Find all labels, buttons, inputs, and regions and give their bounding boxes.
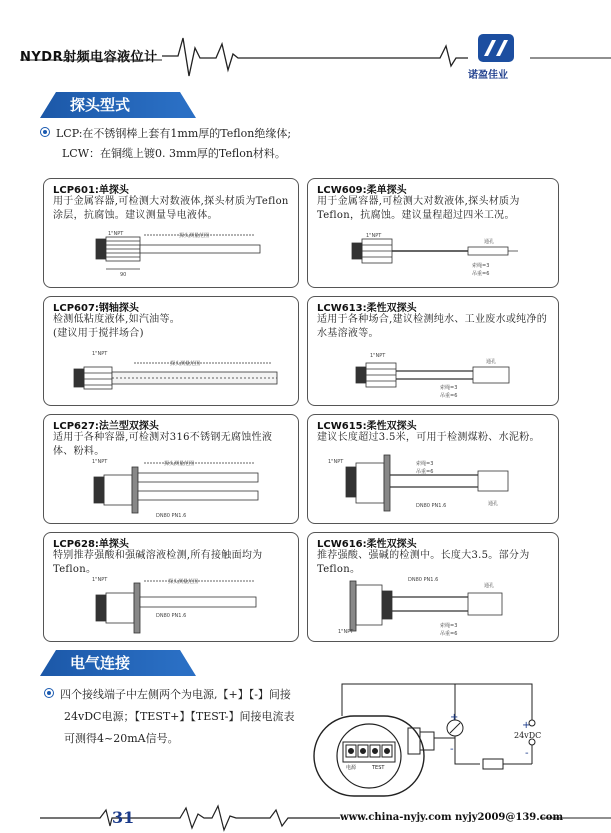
label-len1: 索绳=3 <box>472 263 490 269</box>
probe-title: LCW616:柔性双探头 <box>317 539 417 550</box>
intro-line-lcw: LCW：在铜缆上镀0. 3mm厚的Teflon材料。 <box>62 147 286 160</box>
probe-drawing-lcp628 <box>44 533 299 642</box>
label-npt: 1"NPT <box>92 577 108 583</box>
label-len2: 吊重=6 <box>416 469 434 475</box>
label-npt: 1"NPT <box>108 231 124 237</box>
section-title-text: 探头型式 <box>70 96 131 114</box>
supply-label: 24vDC <box>514 731 542 740</box>
label-hole: 通孔 <box>484 583 495 589</box>
label-range: 探头测量范围 <box>168 579 199 585</box>
label-hole: 通孔 <box>488 501 499 507</box>
probe-card-lcp601 <box>43 178 299 288</box>
probe-drawing-lcw615 <box>308 415 559 524</box>
label-npt: 1"NPT <box>92 459 108 465</box>
bullet-icon <box>40 127 50 137</box>
terminal-test-label: TEST <box>372 765 385 771</box>
label-flange: DN80 PN1.6 <box>156 513 187 519</box>
label-hole: 通孔 <box>486 359 497 365</box>
header-title: NYDR射频电容液位计 <box>20 50 158 65</box>
probe-drawing-lcw609 <box>308 179 559 288</box>
label-npt: 1"NPT <box>328 459 344 465</box>
intro-line-lcp: LCP:在不锈钢棒上套有1mm厚的Teflon绝缘体; <box>56 127 292 140</box>
probe-card-lcw615 <box>307 414 559 524</box>
probe-desc: 特别推荐强酸和强碱溶液检测,所有接触面均为Teflon。 <box>53 550 263 575</box>
probe-title: LCW609:柔单探头 <box>317 185 407 196</box>
probe-desc: 检测低粘度液体,如汽油等。 (建议用于搅拌场合) <box>53 314 181 339</box>
section-title-text: 电气连接 <box>70 654 131 672</box>
probe-card-lcp607 <box>43 296 299 406</box>
probe-card-lcw616 <box>307 532 559 642</box>
label-len2: 吊重=6 <box>440 393 458 399</box>
probe-desc: 适用于各种场合,建议检测纯水、工业废水或纯净的水基溶液等。 <box>317 314 548 339</box>
label-hole: 通孔 <box>484 239 495 245</box>
terminal-power-label: 电源 <box>346 765 357 771</box>
electrical-line-2: 24vDC电源；【TEST+】【TEST-】间接电流表 <box>64 710 295 723</box>
meter-plus-label: + <box>450 712 459 723</box>
probe-card-lcw609 <box>307 178 559 288</box>
supply-minus-label: - <box>525 748 529 759</box>
probe-title: LCW615:柔性双探头 <box>317 421 417 432</box>
electrical-line-1: 四个接线端子中左侧两个为电源,【+】【-】间接 <box>60 688 291 701</box>
label-len1: 索绳=3 <box>440 623 458 629</box>
label-npt: 1"NPT <box>92 351 108 357</box>
probe-desc: 适用于各种容器,可检测对316不锈钢无腐蚀性液体、粉料。 <box>53 432 273 457</box>
probe-title: LCP627:法兰型双探头 <box>53 421 159 432</box>
footer-contact: www.china-nyjy.com nyjy2009@139.com <box>340 812 564 823</box>
label-npt: 1"NPT <box>338 629 354 635</box>
probe-card-lcw613 <box>307 296 559 406</box>
probe-title: LCW613:柔性双探头 <box>317 303 417 314</box>
label-flange: DN80 PN1.6 <box>156 613 187 619</box>
supply-plus-label: + <box>522 720 531 731</box>
label-len2: 吊重=6 <box>440 631 458 637</box>
probe-desc: 推荐强酸、强碱的检测中。长度大3.5。部分为Teflon。 <box>317 550 530 575</box>
label-dim: 90 <box>120 272 127 278</box>
section-intro <box>40 124 580 164</box>
label-npt: 1"NPT <box>370 353 386 359</box>
probe-desc: 用于金属容器,可检测大对数液体,探头材质为Teflon，抗腐蚀。建议量程超过四米工况。 <box>317 196 520 221</box>
probe-drawing-lcp601 <box>44 179 299 288</box>
probe-card-lcp627 <box>43 414 299 524</box>
label-range: 探头测量范围 <box>170 361 201 367</box>
label-range: 探头测量范围 <box>164 461 195 467</box>
label-len2: 吊重=6 <box>472 271 490 277</box>
meter-minus-label: - <box>450 744 454 755</box>
header-wave-line <box>0 0 611 80</box>
section-title-electrical <box>40 650 180 676</box>
probe-title: LCP607:钢轴探头 <box>53 303 139 314</box>
section-title-probe-types <box>40 92 180 118</box>
probe-drawing-lcw613 <box>308 297 559 406</box>
label-len1: 索绳=3 <box>416 461 434 467</box>
probe-title: LCP628:单探头 <box>53 539 129 550</box>
label-flange: DN80 PN1.6 <box>416 503 447 509</box>
probe-title: LCP601:单探头 <box>53 185 129 196</box>
probe-card-lcp628 <box>43 532 299 642</box>
company-logo-icon <box>474 30 518 66</box>
probe-drawing-lcp607 <box>44 297 299 406</box>
label-len1: 索绳=3 <box>440 385 458 391</box>
electrical-line-3: 可测得4~20mA信号。 <box>64 732 179 745</box>
logo-text: 诺盈佳业 <box>468 70 508 81</box>
probe-drawing-lcp627 <box>44 415 299 524</box>
probe-desc: 用于金属容器,可检测大对数液体,探头材质为Teflon涂层，抗腐蚀。建议测量导电液体。 <box>53 196 289 221</box>
label-flange: DN80 PN1.6 <box>408 577 439 583</box>
electrical-intro <box>44 684 314 750</box>
bullet-icon <box>44 688 54 698</box>
wiring-diagram <box>300 676 570 806</box>
probe-desc: 建议长度超过3.5米，可用于检测煤粉、水泥粉。 <box>317 432 540 443</box>
label-range: 探头测量范围 <box>179 233 210 239</box>
page-number: 31 <box>112 808 135 827</box>
label-npt: 1"NPT <box>366 233 382 239</box>
probe-drawing-lcw616 <box>308 533 559 642</box>
